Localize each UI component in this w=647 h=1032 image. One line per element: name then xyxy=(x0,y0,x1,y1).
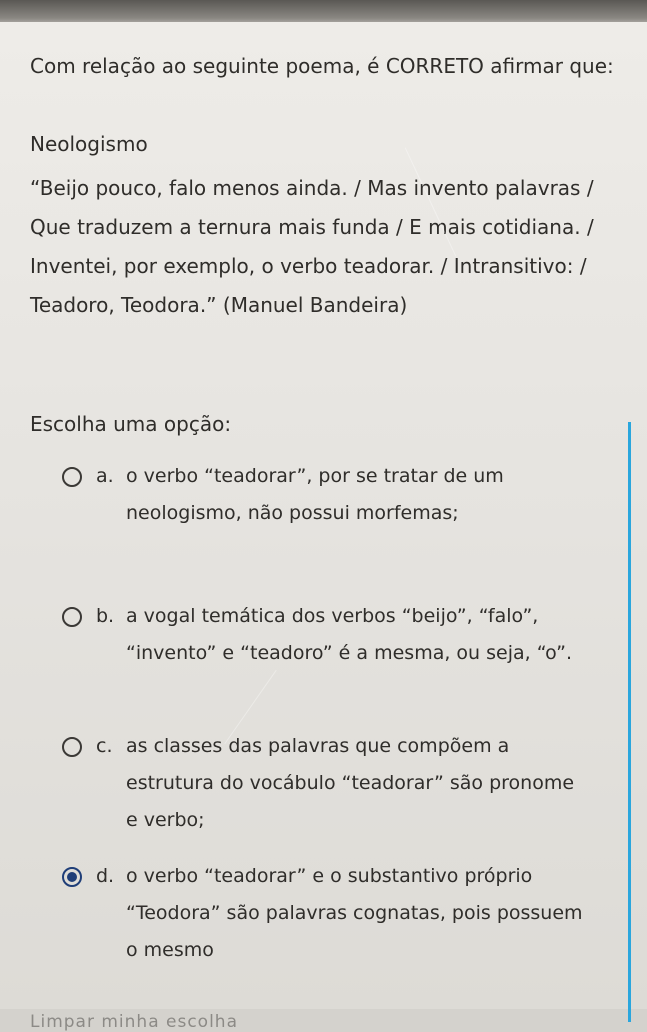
radio-button-a[interactable] xyxy=(62,467,82,487)
poem-text: “Beijo pouco, falo menos ainda. / Mas invento palavras / Que traduzem a ternura mais funda / E mais cotidiana. / Inventei, por exemplo, o verbo teadorar. / Intransitivo: / Teadoro, Teodora.” (Manuel Bandeira) xyxy=(30,176,594,317)
poem-title: Neologismo xyxy=(30,132,148,156)
question-card xyxy=(0,22,647,1032)
answer-options xyxy=(22,422,631,1022)
option-a[interactable] xyxy=(62,458,602,532)
option-text-c: as classes das palavras que compõem a estrutura do vocábulo “teadorar” são pronome e verbo; xyxy=(126,735,575,831)
option-text-d: o verbo “teadorar” e o substantivo próprio “Teodora” são palavras cognatas, pois possuem o mesmo xyxy=(126,865,583,961)
choose-option-prompt: Escolha uma opção: xyxy=(30,412,232,436)
option-letter-a: a. xyxy=(96,465,114,487)
option-c[interactable] xyxy=(62,728,602,839)
option-letter-c: c. xyxy=(96,735,113,757)
radio-button-d-selected[interactable] xyxy=(62,867,82,887)
option-text-a: o verbo “teadorar”, por se tratar de um neologismo, não possui morfemas; xyxy=(126,465,504,524)
question-statement: Com relação ao seguinte poema, é CORRETO afirmar que: xyxy=(30,54,614,78)
option-d[interactable] xyxy=(62,858,602,969)
clear-choice-link[interactable]: Limpar minha escolha xyxy=(30,1012,238,1032)
option-text-b: a vogal temática dos verbos “beijo”, “falo”, “invento” e “teadoro” é a mesma, ou seja, “o”. xyxy=(126,605,573,664)
question-text xyxy=(30,50,625,95)
radio-button-b[interactable] xyxy=(62,607,82,627)
option-letter-d: d. xyxy=(96,865,115,887)
option-b[interactable] xyxy=(62,598,602,672)
option-letter-b: b. xyxy=(96,605,115,627)
radio-button-c[interactable] xyxy=(62,737,82,757)
